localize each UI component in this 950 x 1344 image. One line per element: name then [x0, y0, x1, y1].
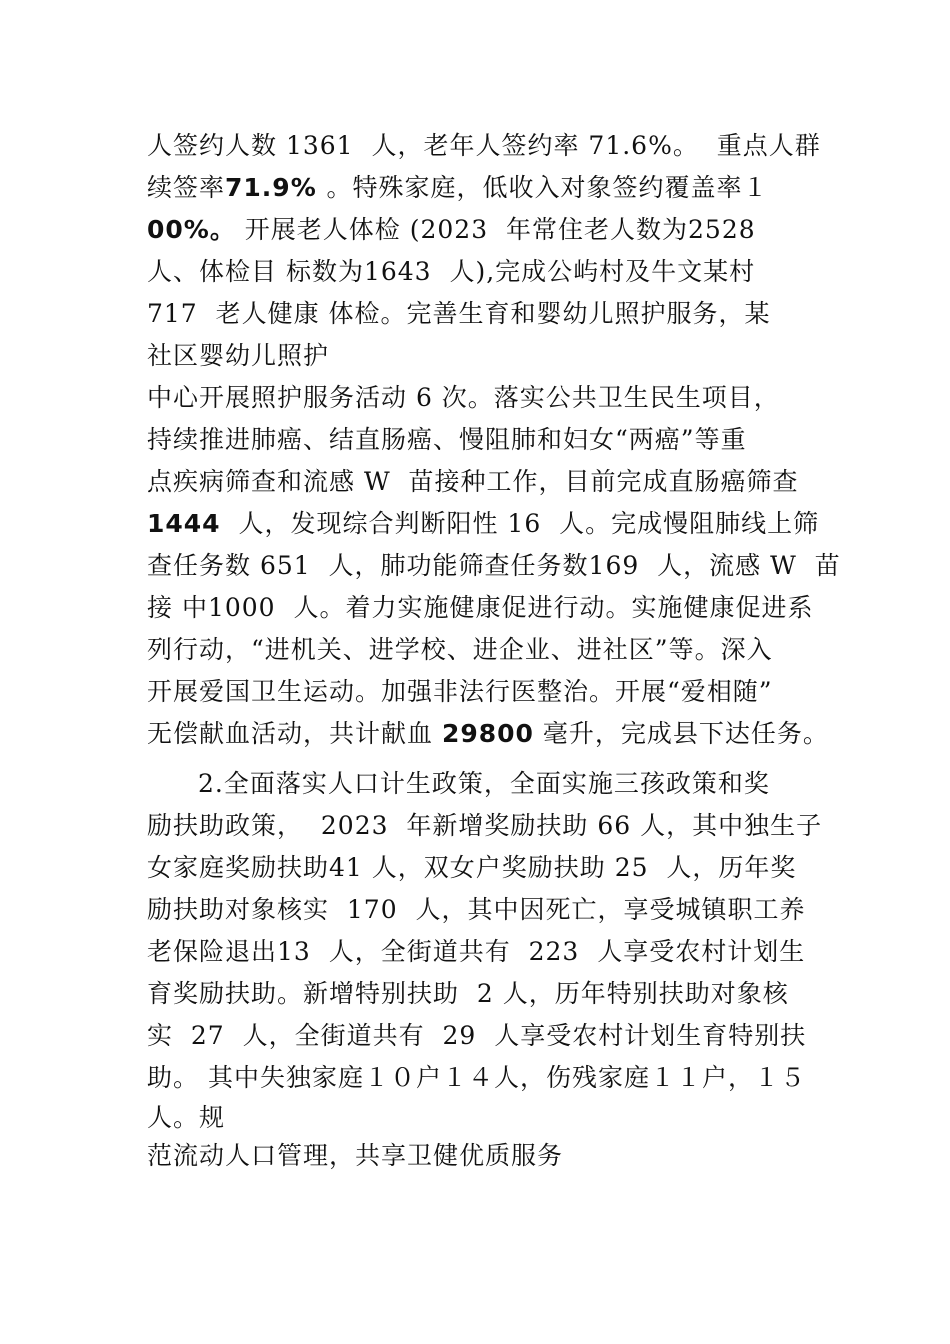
text-segment: 持续推进肺癌、结直肠癌、慢阻肺和妇女“两癌”等重 — [147, 425, 747, 454]
text-segment: 范流动人口管理，共享卫健优质服务 — [147, 1141, 564, 1170]
text-line — [147, 424, 747, 456]
text-segment: 育奖励扶助。新增特别扶助 2 人，历年特别扶助对象核 — [147, 979, 789, 1008]
text-segment: 无偿献血活动，共计献血 — [147, 719, 442, 748]
text-line — [147, 256, 755, 288]
text-line — [147, 978, 789, 1010]
text-line — [147, 718, 829, 750]
text-line — [147, 894, 806, 926]
text-segment: 查任务数 651 人，肺功能筛查任务数169 人，流感 W 苗 — [147, 551, 841, 580]
text-line — [147, 298, 771, 330]
text-segment: 励扶助政策， 2023 年新增奖励扶助 66 人，其中独生子 — [147, 811, 823, 840]
text-segment: 。特殊家庭，低收入对象签约覆盖率１ — [326, 173, 769, 202]
text-line — [147, 592, 813, 624]
text-segment: 老保险退出13 人，全街道共有 223 人享受农村计划生 — [147, 937, 806, 966]
text-segment: 00%。 — [147, 215, 236, 244]
text-segment: 开展爱国卫生运动。加强非法行医整治。开展“爱相随” — [147, 677, 773, 706]
text-line — [147, 1020, 806, 1052]
text-segment: 开展老人体检 (2023 年常住老人数为2528 — [235, 215, 756, 244]
text-line — [147, 382, 780, 414]
text-segment: 29800 — [441, 719, 534, 748]
text-segment: 励扶助对象核实 170 人，其中因死亡，享受城镇职工养 — [147, 895, 806, 924]
text-line — [147, 852, 796, 884]
text-segment: 点疾病筛查和流感 W 苗接种工作，目前完成直肠癌筛查 — [147, 467, 799, 496]
text-line — [147, 466, 799, 498]
text-line — [147, 1062, 806, 1094]
text-line — [147, 634, 773, 666]
text-line — [147, 130, 821, 162]
text-segment: 实 27 人，全街道共有 29 人享受农村计划生育特别扶 — [147, 1021, 807, 1050]
text-line — [147, 1102, 225, 1134]
text-segment: 1444 — [147, 509, 221, 538]
text-line — [147, 340, 329, 372]
text-line — [147, 936, 805, 968]
text-segment: 717 老人健康 体检。完善生育和婴幼儿照护服务，某 — [147, 299, 771, 328]
text-line — [147, 550, 841, 582]
text-line — [147, 810, 822, 842]
text-segment: 人签约人数 1361 人，老年人签约率 71.6%。 重点人群 — [147, 131, 821, 160]
text-segment: 女家庭奖励扶助41 人，双女户奖励扶助 25 人，历年奖 — [147, 853, 797, 882]
text-line — [147, 172, 768, 204]
text-segment: 人，发现综合判断阳性 16 人。完成慢阻肺线上筛 — [220, 509, 820, 538]
text-segment: 71.9% — [225, 173, 327, 202]
text-line — [147, 676, 773, 708]
text-line — [147, 1140, 563, 1172]
text-segment: 续签率 — [147, 173, 226, 202]
text-segment: 接 中1000 人。着力实施健康促进行动。实施健康促进系 — [147, 593, 814, 622]
text-segment: 社区婴幼儿照护 — [147, 341, 330, 370]
text-segment: 人、体检目 标数为1643 人),完成公屿村及牛文某村 — [147, 257, 756, 286]
text-segment: 人。规 — [147, 1103, 226, 1132]
text-line — [147, 508, 819, 540]
text-segment: 助。 其中失独家庭１０户１４人，伤残家庭１１户，１５ — [147, 1063, 806, 1092]
text-segment: 列行动，“进机关、进学校、进企业、进社区”等。深入 — [147, 635, 773, 664]
text-line — [198, 768, 770, 800]
text-segment: 2.全面落实人口计生政策，全面实施三孩政策和奖 — [198, 769, 770, 798]
text-segment: 中心开展照护服务活动 6 次。落实公共卫生民生项目， — [147, 383, 780, 412]
text-line — [147, 214, 756, 246]
text-segment: 毫升，完成县下达任务。 — [533, 719, 829, 748]
